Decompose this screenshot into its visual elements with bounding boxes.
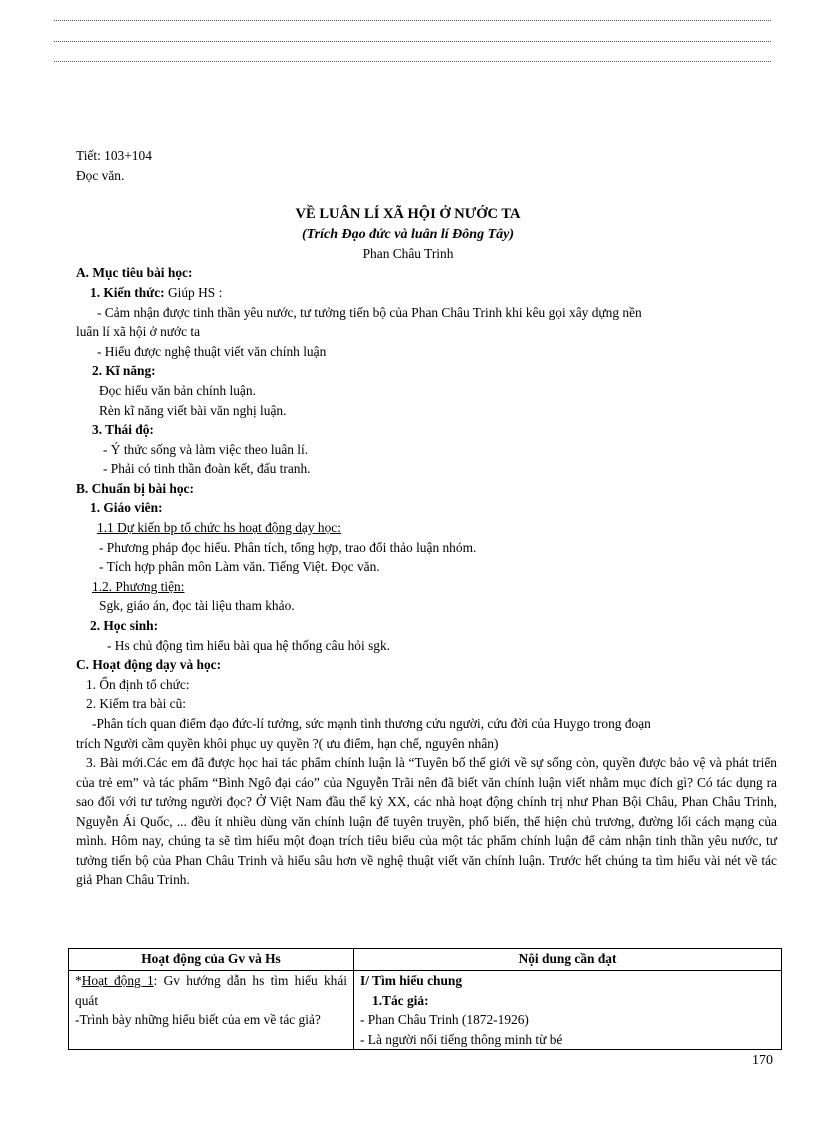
activity-question: -Trình bày những hiểu biết của em về tác giả? [75, 1012, 321, 1027]
attitude-label: 3. Thái độ: [92, 422, 154, 437]
page-number: 170 [752, 1053, 773, 1068]
activity-cell [69, 971, 354, 1050]
content-heading: I/ Tìm hiểu chung [360, 973, 463, 988]
teacher-integration-line: - Tích hợp phân môn Làm văn. Tiếng Việt. Đọc văn. [99, 559, 380, 574]
teacher-label: 1. Giáo viên: [90, 500, 163, 515]
document-author: Phan Châu Trinh [362, 246, 454, 261]
knowledge-line-1: - Cảm nhận được tinh thần yêu nước, tư tưởng tiến bộ của Phan Châu Trinh khi kêu gọi xây dựng nền [97, 305, 642, 320]
content-line-2: - Là người nổi tiếng thông minh từ bé [360, 1031, 563, 1047]
lesson-subject: Đọc văn. [76, 168, 125, 183]
document-subtitle: (Trích Đạo đức và luân lí Đông Tây) [301, 227, 515, 242]
knowledge-line-1-cont: luân lí xã hội ở nước ta [76, 324, 201, 339]
activity-line [75, 971, 347, 1010]
student-label: 2. Học sinh: [90, 618, 159, 633]
attitude-line-2: - Phải có tinh thần đoàn kết, đấu tranh. [103, 461, 311, 476]
skills-line-2: Rèn kĩ năng viết bài văn nghị luận. [99, 403, 287, 418]
lesson-table [68, 948, 782, 1050]
teacher-subheading-1: 1.1 Dự kiến bp tổ chức hs hoạt động dạy học: [97, 520, 341, 535]
student-line-1: - Hs chủ động tìm hiểu bài qua hệ thống câu hỏi sgk. [107, 638, 391, 653]
activity-label: Hoạt động 1 [81, 973, 154, 988]
attitude-line-1: - Ý thức sống và làm việc theo luân lí. [103, 442, 309, 457]
table-row [69, 971, 782, 1050]
content-cell [354, 971, 782, 1050]
skills-line-1: Đọc hiểu văn bản chính luận. [99, 383, 256, 398]
section-b-heading: B. Chuẩn bị bài học: [76, 481, 194, 496]
document-title: VỀ LUÂN LÍ XÃ HỘI Ở NƯỚC TA [295, 206, 521, 222]
teacher-materials-line: Sgk, giáo án, đọc tài liệu tham khảo. [99, 598, 295, 613]
content-line-1: - Phan Châu Trinh (1872-1926) [360, 1012, 529, 1027]
section-c-heading: C. Hoạt động dạy và học: [76, 657, 222, 672]
dotted-line-1 [54, 20, 771, 21]
dotted-line-2 [54, 41, 771, 42]
skills-label: 2. Kĩ năng: [92, 363, 156, 378]
lesson-period: Tiết: 103+104 [76, 148, 152, 163]
knowledge-line-2: - Hiểu được nghệ thuật viết văn chính luận [97, 344, 327, 359]
knowledge-intro: Giúp HS : [164, 285, 223, 300]
teacher-subheading-2: 1.2. Phương tiện: [92, 579, 185, 594]
dotted-line-3 [54, 61, 771, 62]
step-2: 2. Kiểm tra bài cũ: [86, 696, 187, 711]
step-2-line-1: -Phân tích quan điểm đạo đức-lí tưởng, sức mạnh tình thương cứu người, cứu đời của Huygo trong đoạn [92, 716, 651, 731]
knowledge-row [90, 283, 222, 303]
header-content-to-achieve: Nội dung cần đạt [354, 949, 782, 971]
content-subheading: 1.Tác giả: [372, 992, 429, 1008]
activity-prefix: * [75, 973, 82, 988]
section-a-heading: A. Mục tiêu bài học: [76, 265, 193, 280]
step-2-line-2: trích Người cầm quyền khôi phục uy quyền ?( ưu điểm, hạn chế, nguyên nhân) [76, 736, 499, 751]
step-1: 1. Ổn định tổ chức: [86, 677, 190, 692]
teacher-method-line: - Phương pháp đọc hiểu. Phân tích, tổng hợp, trao đổi thảo luận nhóm. [99, 540, 477, 555]
header-teacher-student-activities: Hoạt động của Gv và Hs [69, 949, 354, 971]
step-3-paragraph: 3. Bài mới.Các em đã được học hai tác phẩm chính luận là “Tuyên bố thế giới về sự sống còn, quyền được bảo vệ và phát triển của trẻ em” và tác phẩm “Bình Ngô đại cáo” của Nguyễn Trãi nên đã biết văn chính luận viết nhằm mục đích gì? Có tác dụng ra sao đối với tư tưởng người đọc? Ở Việt Nam đầu thế kỷ XX, các nhà hoạt động chính trị như Phan Bội Châu, Phan Châu Trinh, Nguyễn Ái Quốc, ... đều ít nhiều dùng văn chính luận để tuyên truyền, phổ biến, thể hiện chủ trương, đường lối cách mạng của mình. Hôm nay, chúng ta sẽ tìm hiểu một đoạn trích tiêu biểu của một tác phẩm chính luận để cảm nhận tinh thần yêu nước, tư tưởng tiến bộ của Phan Châu Trinh và hiểu sâu hơn về nghệ thuật viết văn chính luận. Trước hết chúng ta tìm hiểu vài nét về tác giả Phan Châu Trinh. [76, 755, 777, 887]
activity-text: : Gv hướng dẫn hs tìm hiểu khái quát [75, 973, 347, 1008]
knowledge-label: 1. Kiến thức: [90, 285, 165, 300]
table-header-row [69, 949, 782, 971]
